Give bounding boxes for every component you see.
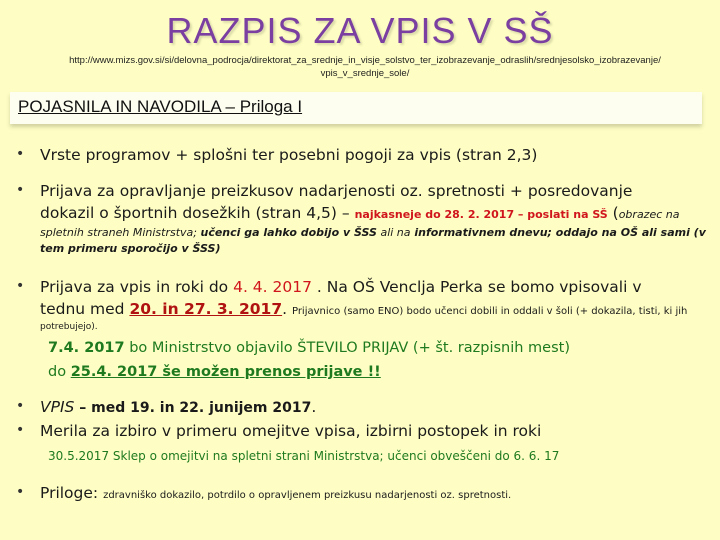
green-line-2 <box>48 364 381 380</box>
deadline-text: najkasneje do 28. 2. 2017 – poslati na SŠ <box>354 208 608 221</box>
attachments-label: Priloge: <box>40 484 104 502</box>
bullet-5-text: Merila za izbiro v primeru omejitve vpisa, izbirni postopek in roki <box>40 422 542 440</box>
bullet-2-line-4 <box>40 242 221 255</box>
deadline-date: 4. 4. 2017 <box>233 278 312 296</box>
url-line-2[interactable]: vpis_v_srednje_sole/ <box>320 68 410 79</box>
bullet-1-marker: • <box>16 146 25 162</box>
bullet-3-text-a: Prijava za vpis in roki do <box>40 278 234 296</box>
bullet-3-text-f: . <box>282 300 292 318</box>
bullet-3-marker: • <box>16 278 25 294</box>
ministry-url[interactable] <box>20 54 710 80</box>
url-line-1[interactable]: http://www.mizs.gov.si/si/delovna_podrocja/direktorat_za_srednje_in_visje_solstvo_ter_izobrazevanje_odraslih/srednjesolsko_izobrazevanje/ <box>69 55 661 66</box>
enrollment-week: 20. in 27. 3. 2017 <box>129 300 283 318</box>
bullet-2-text-g: ali na <box>376 226 411 239</box>
bullet-1-text: Vrste programov + splošni ter posebni pogoji za vpis (stran 2,3) <box>40 146 538 164</box>
vpis-dates: – med 19. in 22. junijem 2017 <box>74 400 312 416</box>
bullet-2-text-f: učenci ga lahko dobijo v ŠSS <box>200 226 377 239</box>
bullet-3-text-d: tednu med <box>40 300 130 318</box>
bullet-4-text <box>40 398 316 416</box>
bullet-2-text-c: ( <box>607 204 619 222</box>
bullet-2-text-i: tem primeru sporočijo v ŠSS) <box>40 242 221 255</box>
green-line-1-text: bo Ministrstvo objavilo ŠTEVILO PRIJAV (+ št. razpisnih mest) <box>124 340 570 356</box>
vpis-label: VPIS <box>40 398 75 416</box>
bullet-2-marker: • <box>16 182 25 198</box>
transfer-deadline: 25.4. 2017 še možen prenos prijave !! <box>70 364 381 380</box>
bullet-5-note: 30.5.2017 Sklep o omejitvi na spletni strani Ministrstva; učenci obveščeni do 6. 6. 17 <box>48 449 560 463</box>
bullet-2-line-2 <box>40 204 679 222</box>
bullet-6-marker: • <box>16 484 25 500</box>
bullet-2-text-h: informativnem dnevu; oddajo na OŠ ali sami (v <box>410 226 706 239</box>
bullet-3-text-c: . Na OŠ Venclja Perka se bomo vpisovali v <box>311 278 642 296</box>
page-title: RAZPIS ZA VPIS V SŠ <box>166 10 554 51</box>
green-line-1 <box>48 340 570 356</box>
attachments-list: zdravniško dokazilo, potrdilo o opravljenem preizkusu nadarjenosti oz. spretnosti. <box>103 490 512 501</box>
bullet-3-line-3: potrebujejo). <box>40 322 98 332</box>
bullet-4-text-end: . <box>311 398 317 416</box>
green-line-2-text: do <box>48 364 71 380</box>
bullet-5-marker: • <box>16 422 25 438</box>
section-subtitle: POJASNILA IN NAVODILA – Priloga I <box>18 97 303 116</box>
bullet-2-text-a: dokazil o športnih dosežkih (stran 4,5) – <box>40 204 355 222</box>
bullet-3-line-1 <box>40 278 642 296</box>
bullet-6-text <box>40 484 511 502</box>
bullet-2-text-d: obrazec na <box>618 208 680 221</box>
bullet-2-text-e: spletnih straneh Ministrstva; <box>40 226 201 239</box>
bullet-2-line-3 <box>40 226 706 239</box>
bullet-3-text-g: Prijavnico (samo ENO) bodo učenci dobili in oddali v šoli (+ dokazila, tisti, ki jih <box>291 306 688 317</box>
bullet-4-marker: • <box>16 398 25 414</box>
publish-date: 7.4. 2017 <box>48 340 125 356</box>
bullet-3-line-2 <box>40 300 687 318</box>
bullet-2-line-1: Prijava za opravljanje preizkusov nadarjenosti oz. spretnosti + posredovanje <box>40 182 633 200</box>
